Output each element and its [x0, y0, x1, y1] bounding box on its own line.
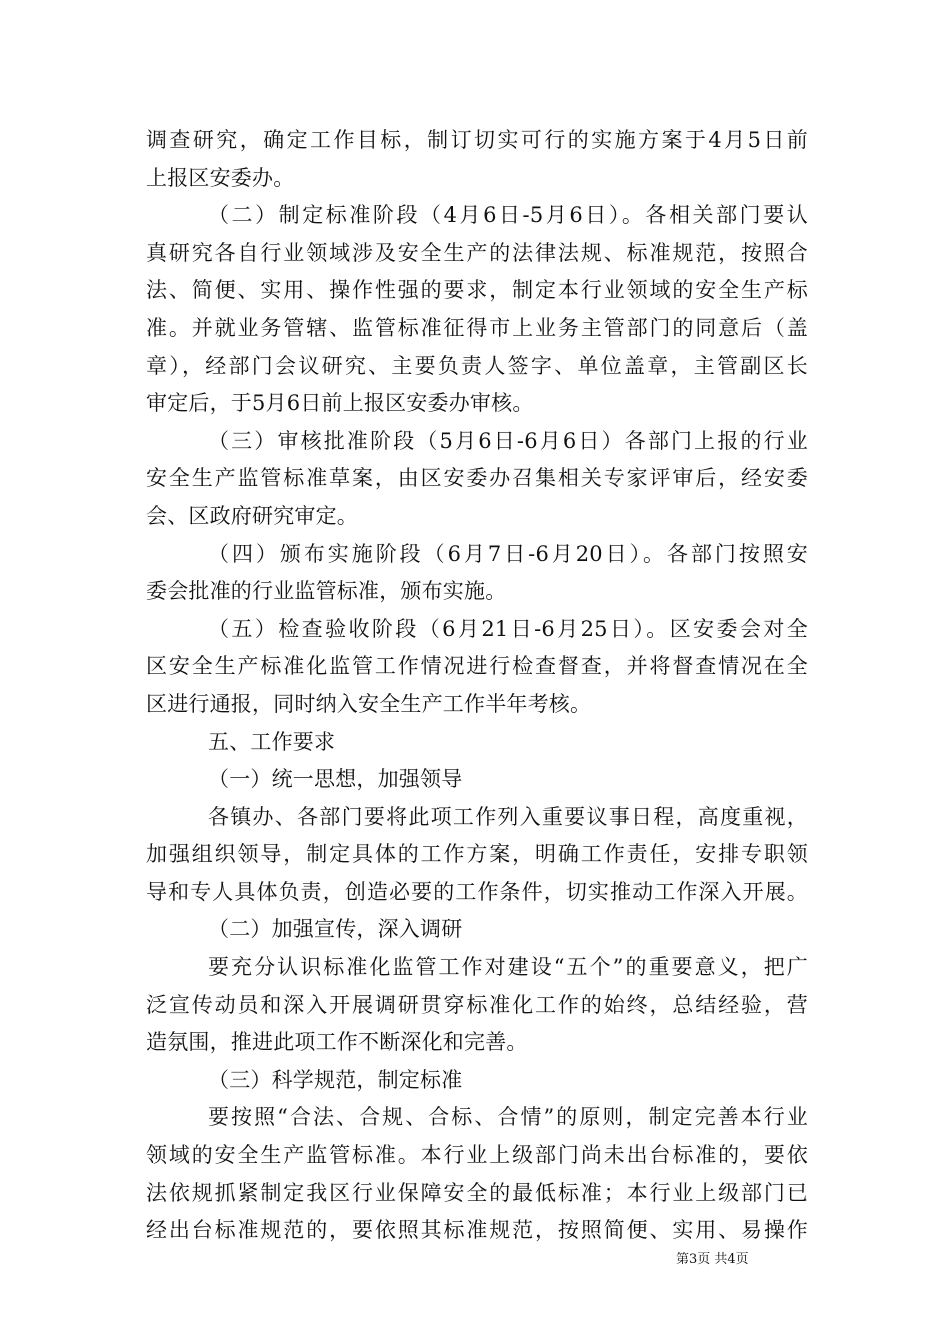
section-heading: 五、工作要求: [208, 729, 336, 754]
subsection-heading: （二）加强宣传，深入调研: [208, 917, 463, 942]
text-line: 加强组织领导，制定具体的工作方案，明确工作责任，安排专职领: [146, 842, 808, 867]
subsection-heading: （一）统一思想，加强领导: [208, 767, 463, 792]
text-line: （三）审核批准阶段（5月6日-6月6日）各部门上报的行业: [208, 428, 808, 453]
text-line: 导和专人具体负责，创造必要的工作条件，切实推动工作深入开展。: [146, 879, 808, 904]
document-body: [146, 122, 808, 1250]
text-line: 准。并就业务管辖、监管标准征得市上业务主管部门的同意后（盖: [146, 315, 808, 340]
text-line: 经出台标准规范的，要依照其标准规范，按照简便、实用、易操作: [146, 1218, 808, 1243]
subsection-heading: （三）科学规范，制定标准: [208, 1067, 463, 1092]
text-line: 各镇办、各部门要将此项工作列入重要议事日程，高度重视，: [208, 804, 808, 829]
text-line: 区安全生产标准化监管工作情况进行检查督查，并将督查情况在全: [146, 654, 808, 679]
text-line: 会、区政府研究审定。: [146, 503, 358, 528]
page-number: 第3页 共4页: [676, 1252, 749, 1267]
text-line: 区进行通报，同时纳入安全生产工作半年考核。: [146, 691, 592, 716]
text-line: （二）制定标准阶段（4月6日-5月6日）。各相关部门要认: [208, 203, 808, 228]
text-line: 法、简便、实用、操作性强的要求，制定本行业领域的安全生产标: [146, 278, 808, 303]
text-line: 安全生产监管标准草案，由区安委办召集相关专家评审后，经安委: [146, 466, 808, 491]
text-line: 上报区安委办。: [146, 165, 295, 190]
text-line: 真研究各自行业领域涉及安全生产的法律法规、标准规范，按照合: [146, 240, 808, 265]
text-line: 泛宣传动员和深入开展调研贯穿标准化工作的始终，总结经验，营: [146, 992, 808, 1017]
text-line: 审定后，于5月6日前上报区安委办审核。: [146, 391, 534, 416]
text-line: 法依规抓紧制定我区行业保障安全的最低标准；本行业上级部门已: [146, 1180, 808, 1205]
text-line: 调查研究，确定工作目标，制订切实可行的实施方案于4月5日前: [146, 128, 808, 152]
text-line: （五）检查验收阶段（6月21日-6月25日）。区安委会对全: [208, 616, 808, 641]
text-line: （四）颁布实施阶段（6月7日-6月20日）。各部门按照安: [208, 541, 808, 566]
text-line: 要按照“合法、合规、合标、合情”的原则，制定完善本行业: [208, 1105, 808, 1130]
text-line: 委会批准的行业监管标准，颁布实施。: [146, 579, 507, 604]
text-line: 造氛围，推进此项工作不断深化和完善。: [146, 1030, 528, 1055]
text-line: 要充分认识标准化监管工作对建设“五个”的重要意义，把广: [208, 955, 808, 980]
text-line: 章），经部门会议研究、主要负责人签字、单位盖章，主管副区长: [146, 353, 808, 378]
text-line: 领域的安全生产监管标准。本行业上级部门尚未出台标准的，要依: [146, 1143, 808, 1168]
